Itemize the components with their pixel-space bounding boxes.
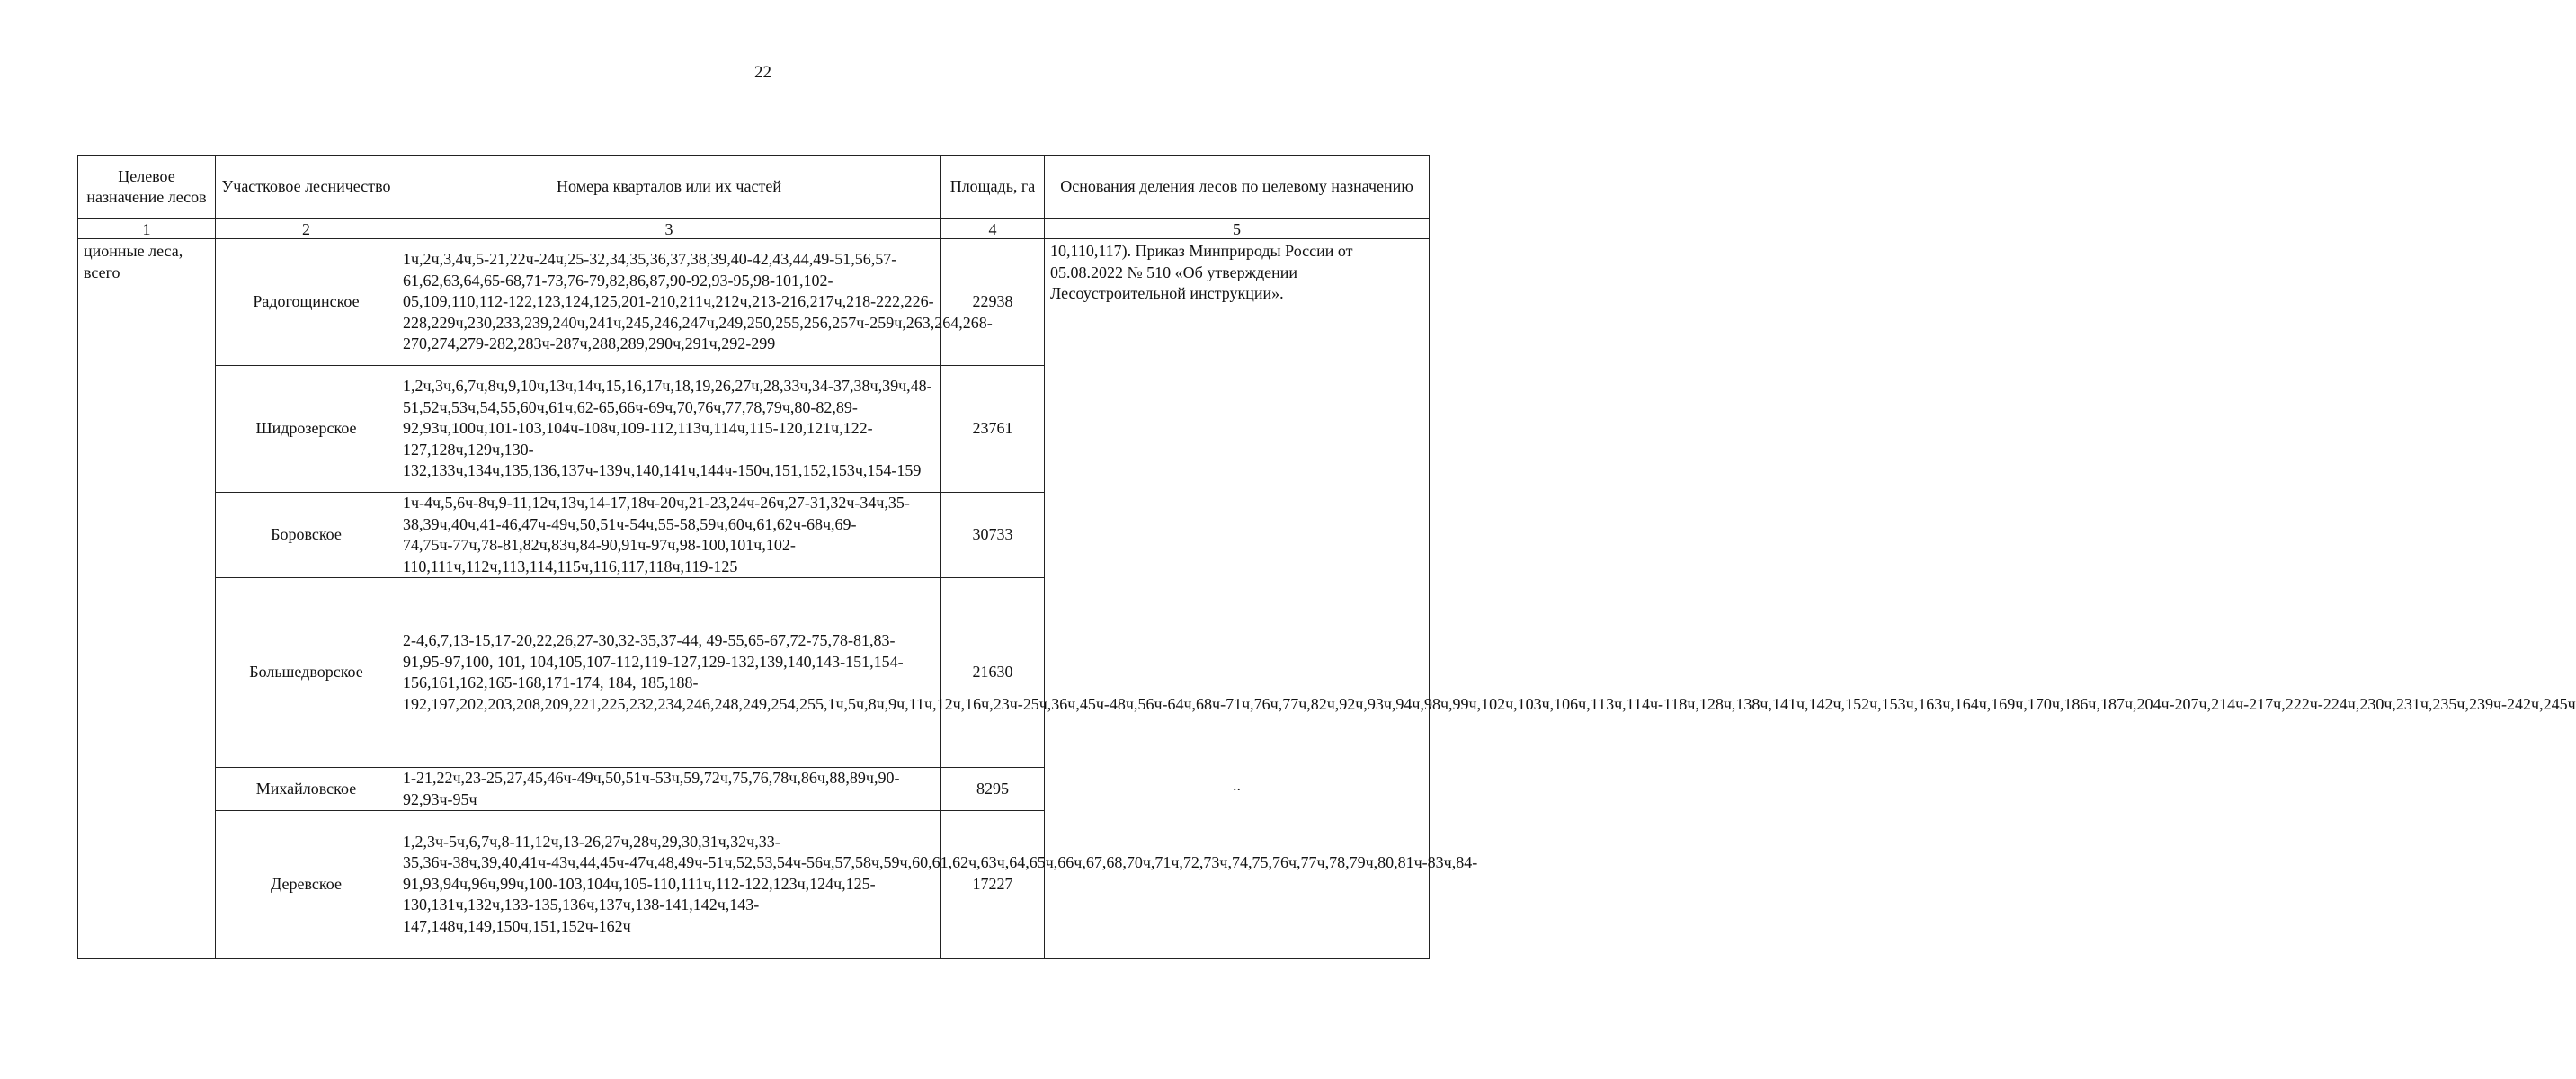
basis-continuation-marks: .. bbox=[1233, 776, 1241, 794]
area-value: 21630 bbox=[941, 578, 1045, 768]
forestry-name: Шидрозерское bbox=[216, 366, 397, 493]
quarters-list: 1ч-4ч,5,6ч-8ч,9-11,12ч,13ч,14-17,18ч-20ч,21-23,24ч-26ч,27-31,32ч-34ч,35-38,39ч,40ч,41-46,47ч-49ч,50,51ч-54ч,55-58,59ч,60ч,61,62ч-68ч,69-74,75ч-77ч,78-81,82ч,83ч,84-90,91ч-97ч,98-100,101ч,102-110,111ч,112ч,113,114,115ч,116,117,118ч,119-125 bbox=[397, 493, 941, 578]
forestry-name: Боровское bbox=[216, 493, 397, 578]
forestry-name: Михайловское bbox=[216, 768, 397, 811]
column-number: 4 bbox=[941, 219, 1045, 239]
header-purpose: Целевое назначение лесов bbox=[78, 156, 216, 219]
quarters-list: 1,2,3ч-5ч,6,7ч,8-11,12ч,13-26,27ч,28ч,29,30,31ч,32ч,33-35,36ч-38ч,39,40,41ч-43ч,44,45ч-47ч,48,49ч-51ч,52,53,54ч-56ч,57,58ч,59ч,60,61,62ч,63ч,64,65ч,66ч,67,68,70ч,71ч,72,73ч,74,75,76ч,77ч,78,79ч,80,81ч-83ч,84-91,93,94ч,96ч,99ч,100-103,104ч,105-110,111ч,112-122,123ч,124ч,125-130,131ч,132ч,133-135,136ч,137ч,138-141,142ч,143-147,148ч,149,150ч,151,152ч-162ч bbox=[397, 811, 941, 959]
quarters-list: 1-21,22ч,23-25,27,45,46ч-49ч,50,51ч-53ч,59,72ч,75,76,78ч,86ч,88,89ч,90-92,93ч-95ч bbox=[397, 768, 941, 811]
area-value: 17227 bbox=[941, 811, 1045, 959]
header-area: Площадь, га bbox=[941, 156, 1045, 219]
page-number: 22 bbox=[754, 63, 771, 82]
table-header-row bbox=[78, 156, 1430, 219]
area-value: 8295 bbox=[941, 768, 1045, 811]
column-number: 3 bbox=[397, 219, 941, 239]
quarters-list: 1,2ч,3ч,6,7ч,8ч,9,10ч,13ч,14ч,15,16,17ч,18,19,26,27ч,28,33ч,34-37,38ч,39ч,48-51,52ч,53ч,54,55,60ч,61ч,62-65,66ч-69ч,70,76ч,77,78,79ч,80-82,89-92,93ч,100ч,101-103,104ч-108ч,109-112,113ч,114ч,115-120,121ч,122-127,128ч,129ч,130-132,133ч,134ч,135,136,137ч-139ч,140,141ч,144ч-150ч,151,152,153ч,154-159 bbox=[397, 366, 941, 493]
basis-cell bbox=[1045, 239, 1430, 959]
purpose-cell: ционные леса, всего bbox=[78, 239, 216, 959]
quarters-list: 1ч,2ч,3,4ч,5-21,22ч-24ч,25-32,34,35,36,37,38,39,40-42,43,44,49-51,56,57-61,62,63,64,65-68,71-73,76-79,82,86,87,90-92,93-95,98-101,102-05,109,110,112-122,123,124,125,201-210,211ч,212ч,213-216,217ч,218-222,226-228,229ч,230,233,239,240ч,241ч,245,246,247ч,249,250,255,256,257ч-259ч,263,264,268-270,274,279-282,283ч-287ч,288,289,290ч,291ч,292-299 bbox=[397, 239, 941, 366]
column-number: 1 bbox=[78, 219, 216, 239]
forestry-name: Деревское bbox=[216, 811, 397, 959]
column-number: 2 bbox=[216, 219, 397, 239]
header-basis: Основания деления лесов по целевому назначению bbox=[1045, 156, 1430, 219]
column-numbers-row bbox=[78, 219, 1430, 239]
forest-quarters-table bbox=[77, 155, 2576, 959]
header-quarters: Номера кварталов или их частей bbox=[397, 156, 941, 219]
table-row bbox=[78, 239, 1430, 366]
area-value: 22938 bbox=[941, 239, 1045, 366]
column-number: 5 bbox=[1045, 219, 1430, 239]
basis-text: 10,110,117). Приказ Минприроды России от 05.08.2022 № 510 «Об утверждении Лесоустроительной инструкции». bbox=[1050, 242, 1353, 302]
forestry-name: Большедворское bbox=[216, 578, 397, 768]
forestry-name: Радогощинское bbox=[216, 239, 397, 366]
quarters-list: 2-4,6,7,13-15,17-20,22,26,27-30,32-35,37-44, 49-55,65-67,72-75,78-81,83-91,95-97,100, 101, 104,105,107-112,119-127,129-132,139,140,143-151,154-156,161,162,165-168,171-174, 184, 185,188-192,197,202,203,208,209,221,225,232,234,246,248,249,254,255,1ч,5ч,8ч,9ч,11ч,12ч,16ч,23ч-25ч,36ч,45ч-48ч,56ч-64ч,68ч-71ч,76ч,77ч,82ч,92ч,93ч,94ч,98ч,99ч,102ч,103ч,106ч,113ч,114ч-118ч,128ч,138ч,141ч,142ч,152ч,153ч,163ч,164ч,169ч,170ч,186ч,187ч,204ч-207ч,214ч-217ч,222ч-224ч,230ч,231ч,235ч,239ч-242ч,245ч bbox=[397, 578, 941, 768]
area-value: 23761 bbox=[941, 366, 1045, 493]
header-forestry: Участковое лесничество bbox=[216, 156, 397, 219]
area-value: 30733 bbox=[941, 493, 1045, 578]
